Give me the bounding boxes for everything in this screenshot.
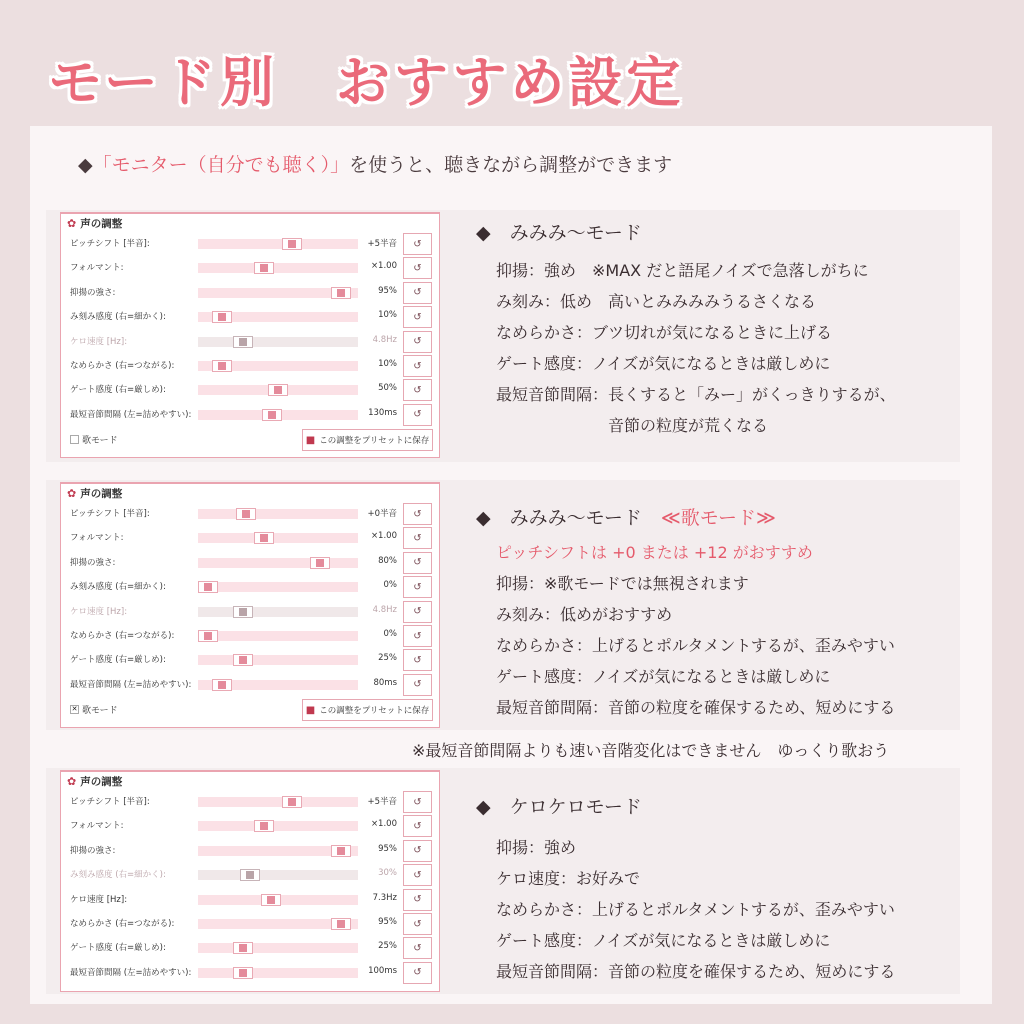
mode1-line: 最短音節間隔：長くすると「みー」がくっきりするが、 [496, 385, 896, 404]
slider-track[interactable] [198, 263, 358, 273]
slider-thumb[interactable] [282, 238, 302, 250]
slider-row [61, 648, 439, 672]
reset-button[interactable] [403, 649, 432, 671]
mode1-heading: ◆ みみみ〜モード [476, 222, 642, 244]
slider-value: 0% [383, 629, 397, 639]
slider-track[interactable] [198, 797, 358, 807]
slider-track[interactable] [198, 558, 358, 568]
slider-row [61, 526, 439, 550]
mode2-heading-text: ◆ みみみ〜モード [476, 507, 642, 529]
slider-row [61, 354, 439, 378]
mode1-line: 抑揚：強め ※MAX だと語尾ノイズで急落しがちに [496, 261, 869, 280]
mode2-line: 最短音節間隔：音節の粒度を確保するため、短めにする [496, 698, 896, 717]
panel-top-border [61, 770, 439, 772]
save-preset-button[interactable] [302, 699, 433, 721]
reset-icon: ↺ [413, 654, 422, 666]
slider-thumb[interactable] [233, 654, 253, 666]
mode2-pitch-line: ピッチシフトは +0 または +12 がおすすめ [496, 543, 813, 562]
reset-button[interactable] [403, 379, 432, 401]
slider-thumb[interactable] [254, 820, 274, 832]
slider-track[interactable] [198, 846, 358, 856]
reset-button[interactable] [403, 815, 432, 837]
slider-row [61, 378, 439, 402]
slider-row [61, 790, 439, 814]
slider-value: 0% [383, 580, 397, 591]
panel-footer [61, 427, 439, 453]
slider-value: 25% [378, 653, 397, 664]
slider-thumb[interactable] [212, 311, 232, 323]
reset-icon: ↺ [413, 679, 422, 691]
slider-label: み刻み感度 (右=細かく): [70, 870, 166, 881]
slider-row [61, 281, 439, 305]
slider-row [61, 936, 439, 960]
slider-thumb[interactable] [261, 894, 281, 906]
slider-value: 4.8Hz [372, 334, 397, 345]
reset-icon: ↺ [413, 336, 422, 348]
panel-title-text: 声の調整 [80, 488, 123, 500]
reset-button[interactable] [403, 601, 432, 623]
slider-value: +5半音 [367, 239, 397, 249]
reset-button[interactable] [403, 889, 432, 911]
slider-track[interactable] [198, 655, 358, 665]
reset-icon: ↺ [413, 967, 422, 979]
slider-thumb[interactable] [282, 796, 302, 808]
slider-value: 80% [378, 555, 397, 566]
reset-button[interactable] [403, 233, 432, 255]
mode3-line: 最短音節間隔：音節の粒度を確保するため、短めにする [496, 962, 896, 981]
sing-mode-label: 歌モード [82, 706, 118, 717]
slider-label: フォルマント: [70, 533, 124, 544]
panel-title-text: 声の調整 [80, 218, 123, 230]
slider-thumb[interactable] [233, 606, 253, 618]
slider-row [61, 624, 439, 648]
reset-icon: ↺ [413, 942, 422, 954]
slider-track[interactable] [198, 821, 358, 831]
mode1-line: 音節の粒度が荒くなる [496, 416, 769, 435]
slider-label: ケロ速度 [Hz]: [70, 606, 128, 617]
slider-row [61, 551, 439, 575]
mode1-line: なめらかさ：ブツ切れが気になるときに上げる [496, 323, 833, 342]
mode2-line: なめらかさ：上げるとポルタメントするが、歪みやすい [496, 636, 895, 655]
slider-thumb[interactable] [236, 508, 256, 520]
reset-button[interactable] [403, 791, 432, 813]
slider-row [61, 863, 439, 887]
slider-label: ピッチシフト [半音]: [70, 509, 150, 519]
reset-icon: ↺ [413, 262, 422, 274]
slider-track[interactable] [198, 943, 358, 953]
reset-button[interactable] [403, 404, 432, 426]
slider-row [61, 839, 439, 863]
slider-row [61, 232, 439, 256]
slider-row [61, 888, 439, 912]
slider-label: フォルマント: [70, 821, 124, 832]
slider-row [61, 256, 439, 280]
slider-track[interactable] [198, 680, 358, 690]
save-preset-button[interactable] [302, 429, 433, 451]
intro-line [78, 150, 672, 177]
mode2-line: 抑揚：※歌モードでは無視されます [496, 574, 749, 593]
reset-icon: ↺ [413, 894, 422, 906]
slider-track[interactable] [198, 870, 358, 880]
save-preset-label: この調整をプリセットに保存 [319, 706, 430, 717]
slider-track[interactable] [198, 533, 358, 543]
reset-button[interactable] [403, 913, 432, 935]
mode2-line: ゲート感度：ノイズが気になるときは厳しめに [496, 667, 831, 686]
slider-thumb[interactable] [233, 942, 253, 954]
reset-button[interactable] [403, 257, 432, 279]
panel-title [67, 486, 122, 501]
reset-button[interactable] [403, 674, 432, 696]
reset-icon: ↺ [413, 845, 422, 857]
reset-icon: ↺ [413, 508, 422, 520]
slider-value: 95% [378, 843, 397, 854]
slider-thumb[interactable] [331, 287, 351, 299]
slider-value: 50% [378, 383, 397, 394]
slider-row [61, 305, 439, 329]
panel-top-border [61, 482, 439, 484]
save-preset-label: この調整をプリセットに保存 [319, 436, 430, 447]
slider-label: ゲート感度 (右=厳しめ): [70, 655, 166, 666]
slider-value: ×1.00 [370, 261, 397, 272]
reset-button[interactable] [403, 962, 432, 984]
slider-thumb[interactable] [331, 918, 351, 930]
slider-thumb[interactable] [310, 557, 330, 569]
reset-button[interactable] [403, 355, 432, 377]
slider-label: 最短音節間隔 (左=詰めやすい): [70, 967, 192, 978]
mic-icon: ✿ [67, 487, 77, 500]
slider-thumb[interactable] [233, 967, 253, 979]
mode3-line: なめらかさ：上げるとポルタメントするが、歪みやすい [496, 900, 895, 919]
page-title: モード別 おすすめ設定 [48, 51, 685, 114]
reset-icon: ↺ [413, 869, 422, 881]
slider-thumb[interactable] [331, 845, 351, 857]
slider-row [61, 600, 439, 624]
slider-track[interactable] [198, 410, 358, 420]
mode2-heading-tag: ≪歌モード≫ [660, 507, 776, 529]
intro-bullet: ◆ [78, 154, 93, 176]
slider-value: 95% [378, 285, 397, 296]
slider-thumb[interactable] [268, 384, 288, 396]
floppy-icon: ■ [305, 434, 316, 446]
reset-icon: ↺ [413, 532, 422, 544]
reset-button[interactable] [403, 306, 432, 328]
reset-button[interactable] [403, 282, 432, 304]
slider-track[interactable] [198, 895, 358, 905]
mic-icon: ✿ [67, 217, 77, 230]
voice-adjust-panel-3 [60, 770, 440, 992]
reset-icon: ↺ [413, 820, 422, 832]
voice-adjust-panel-1 [60, 212, 440, 458]
slider-label: 抑揚の強さ: [70, 557, 116, 568]
slider-track[interactable] [198, 509, 358, 519]
reset-icon: ↺ [413, 581, 422, 593]
slider-value: 7.3Hz [372, 892, 397, 903]
reset-icon: ↺ [413, 918, 422, 930]
slider-value: 80ms [373, 677, 397, 688]
slider-value: 25% [378, 941, 397, 952]
reset-icon: ↺ [413, 796, 422, 808]
mode1-line: ゲート感度：ノイズが気になるときは厳しめに [496, 354, 831, 373]
slider-label: ピッチシフト [半音]: [70, 797, 150, 807]
slider-label: なめらかさ (右=つながる): [70, 919, 175, 929]
reset-button[interactable] [403, 576, 432, 598]
mode2-line: み刻み：低めがおすすめ [496, 605, 673, 624]
slider-label: フォルマント: [70, 263, 124, 274]
mode1-line: み刻み：低め 高いとみみみみうるさくなる [496, 292, 817, 311]
slider-track[interactable] [198, 337, 358, 347]
reset-icon: ↺ [413, 630, 422, 642]
reset-button[interactable] [403, 503, 432, 525]
reset-button[interactable] [403, 527, 432, 549]
slider-row [61, 961, 439, 985]
slider-label: ピッチシフト [半音]: [70, 239, 150, 249]
slider-value: ×1.00 [370, 531, 397, 542]
slider-label: なめらかさ (右=つながる): [70, 631, 175, 641]
slider-thumb[interactable] [233, 336, 253, 348]
slider-label: ケロ速度 [Hz]: [70, 336, 128, 347]
panel-title-text: 声の調整 [80, 776, 123, 788]
slider-track[interactable] [198, 239, 358, 249]
mode3-line: 抑揚：強め [496, 838, 577, 857]
intro-text: を使うと、聴きながら調整ができます [349, 154, 673, 176]
slider-value: 10% [378, 310, 397, 321]
slider-track[interactable] [198, 582, 358, 592]
reset-button[interactable] [403, 331, 432, 353]
panel-footer [61, 697, 439, 723]
sing-mode-checkbox[interactable]: ✕ [71, 705, 78, 714]
slider-value: 30% [378, 868, 397, 879]
slider-thumb[interactable] [240, 869, 260, 881]
reset-icon: ↺ [413, 557, 422, 569]
mic-icon: ✿ [67, 775, 77, 788]
slider-value: +5半音 [367, 797, 397, 807]
slider-label: ゲート感度 (右=厳しめ): [70, 943, 166, 954]
slider-row [61, 575, 439, 599]
slider-track[interactable] [198, 385, 358, 395]
reset-icon: ↺ [413, 409, 422, 421]
slider-row [61, 912, 439, 936]
slider-label: 抑揚の強さ: [70, 845, 116, 856]
slider-label: ケロ速度 [Hz]: [70, 894, 128, 905]
reset-button[interactable] [403, 937, 432, 959]
panel-title [67, 216, 122, 231]
sing-mode-checkbox[interactable] [70, 435, 79, 444]
reset-icon: ↺ [413, 384, 422, 396]
slider-label: 抑揚の強さ: [70, 287, 116, 298]
reset-button[interactable] [403, 840, 432, 862]
slider-label: み刻み感度 (右=細かく): [70, 582, 166, 593]
slider-thumb[interactable] [212, 679, 232, 691]
panel-title [67, 774, 122, 789]
slider-thumb[interactable] [262, 409, 282, 421]
slider-track[interactable] [198, 919, 358, 929]
slider-track[interactable] [198, 631, 358, 641]
slider-thumb[interactable] [254, 262, 274, 274]
mode3-heading: ◆ ケロケロモード [476, 796, 642, 818]
mode2-heading [476, 503, 776, 530]
slider-thumb[interactable] [254, 532, 274, 544]
mode2-note: ※最短音節間隔よりも速い音階変化はできません ゆっくり歌おう [412, 741, 890, 760]
reset-icon: ↺ [413, 311, 422, 323]
mode3-line: ケロ速度：お好みで [496, 869, 641, 888]
slider-row [61, 330, 439, 354]
slider-track[interactable] [198, 968, 358, 978]
slider-value: 100ms [368, 965, 397, 976]
slider-label: み刻み感度 (右=細かく): [70, 312, 166, 323]
slider-track[interactable] [198, 361, 358, 371]
slider-value: ×1.00 [370, 819, 397, 830]
slider-thumb[interactable] [198, 581, 218, 593]
sing-mode-label: 歌モード [82, 436, 118, 447]
reset-button[interactable] [403, 864, 432, 886]
reset-icon: ↺ [413, 287, 422, 299]
slider-row [61, 673, 439, 697]
slider-thumb[interactable] [212, 360, 232, 372]
reset-icon: ↺ [413, 360, 422, 372]
slider-label: 最短音節間隔 (左=詰めやすい): [70, 679, 192, 690]
slider-value: 10% [378, 359, 397, 369]
slider-track[interactable] [198, 607, 358, 617]
slider-thumb[interactable] [198, 630, 218, 642]
intro-highlight: 「モニター（自分でも聴く）」 [92, 154, 350, 176]
slider-value: +0半音 [367, 509, 397, 519]
slider-row [61, 814, 439, 838]
reset-button[interactable] [403, 552, 432, 574]
mode3-line: ゲート感度：ノイズが気になるときは厳しめに [496, 931, 831, 950]
slider-row [61, 502, 439, 526]
slider-value: 130ms [368, 407, 397, 418]
reset-button[interactable] [403, 625, 432, 647]
slider-value: 4.8Hz [372, 604, 397, 615]
slider-track[interactable] [198, 312, 358, 322]
slider-row [61, 403, 439, 427]
slider-label: なめらかさ (右=つながる): [70, 361, 175, 371]
floppy-icon: ■ [305, 704, 316, 716]
panel-top-border [61, 212, 439, 214]
slider-label: ゲート感度 (右=厳しめ): [70, 385, 166, 396]
slider-track[interactable] [198, 288, 358, 298]
slider-label: 最短音節間隔 (左=詰めやすい): [70, 409, 192, 420]
reset-icon: ↺ [413, 238, 422, 250]
slider-value: 95% [378, 917, 397, 927]
reset-icon: ↺ [413, 606, 422, 618]
voice-adjust-panel-2 [60, 482, 440, 728]
